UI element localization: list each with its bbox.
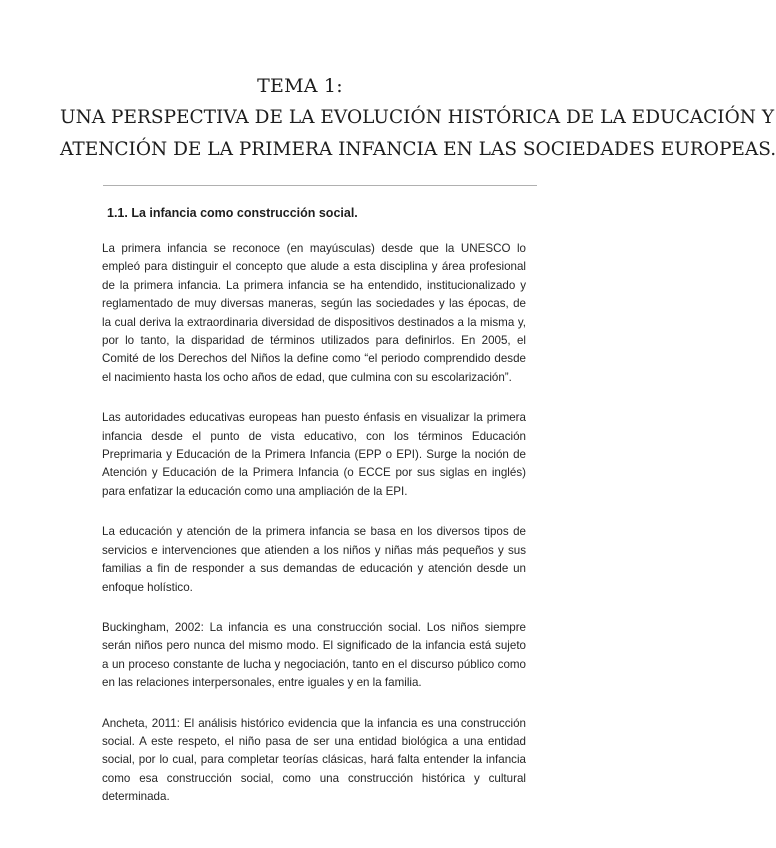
paragraph-4: Buckingham, 2002: La infancia es una construcción social. Los niños siempre serán niños pero nunca del mismo modo. El significado de la infancia está sujeto a un proceso constante de lucha y negociación, tanto en el discurso público como en las relaciones interpersonales, entre iguales y en la familia. (102, 620, 526, 690)
paragraph-1: La primera infancia se reconoce (en mayúsculas) desde que la UNESCO lo empleó para distinguir el concepto que alude a esta disciplina y área profesional de la primera infancia. La primera infancia se ha entendido, institucionalizado y reglamentado de muy diversas maneras, según las sociedades y las épocas, de la cual deriva la extraordinaria diversidad de dispositivos destinados a la misma y, por lo tanto, la disparidad de términos utilizados para definirlos. En 2005, el Comité de los Derechos del Niños la define como “el periodo comprendido desde el nacimiento hasta los ocho años de edad, que culmina con su escolarización”. (102, 242, 526, 384)
topic-number: TEMA 1: (257, 75, 343, 97)
paragraph-2: Las autoridades educativas europeas han puesto énfasis en visualizar la primera infancia desde el punto de vista educativo, con los términos Educación Preprimaria y Educación de la Primera Infancia (EPP o EPI). Surge la noción de Atención y Educación de la Primera Infancia (o ECCE por sus siglas en inglés) para enfatizar la educación como una ampliación de la EPI. (102, 411, 526, 498)
title-divider (103, 185, 537, 186)
topic-title-line-2: ATENCIÓN DE LA PRIMERA INFANCIA EN LAS SOCIEDADES EUROPEAS. (60, 139, 776, 160)
body-content (102, 240, 526, 829)
paragraph-3: La educación y atención de la primera infancia se basa en los diversos tipos de servicios e intervenciones que atienden a los niños y niñas más pequeños y sus familias a fin de responder a sus demandas de educación y atención desde un enfoque holístico. (102, 525, 526, 594)
topic-title-line-1: UNA PERSPECTIVA DE LA EVOLUCIÓN HISTÓRICA DE LA EDUCACIÓN Y (60, 107, 775, 128)
paragraph-5: Ancheta, 2011: El análisis histórico evidencia que la infancia es una construcción social. A este respeto, el niño pasa de ser una entidad biológica a una entidad social, por lo cual, para completar teorías clásicas, hará falta entender la infancia como esa construcción social, como una construcción histórica y cultural determinada. (102, 716, 526, 804)
title-block (60, 70, 776, 166)
section-heading: 1.1. La infancia como construcción social. (107, 206, 358, 220)
